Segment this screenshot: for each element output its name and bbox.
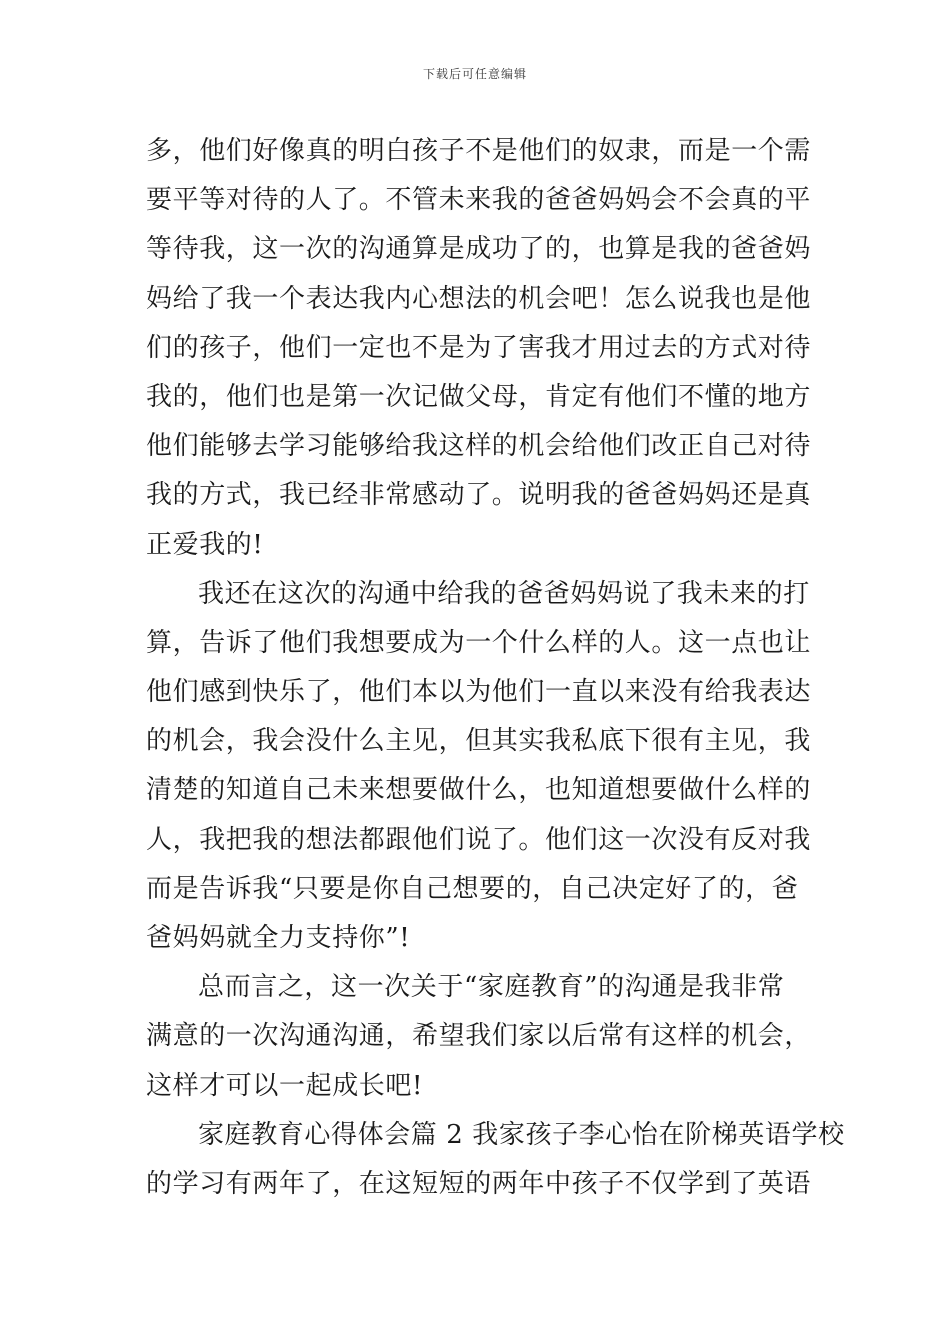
- text-line: 他们感到快乐了，他们本以为他们一直以来没有给我表达: [146, 677, 812, 708]
- text-line: 们的孩子，他们一定也不是为了害我才用过去的方式对待: [146, 332, 812, 363]
- paragraph-first-line: 总而言之，这一次关于“家庭教育”的沟通是我非常: [198, 972, 785, 1003]
- paragraph-first-line: 家庭教育心得体会篇 2 我家孩子李心怡在阶梯英语学校: [198, 1119, 845, 1150]
- text-line: 的机会，我会没什么主见，但其实我私底下很有主见，我: [146, 726, 812, 757]
- text-line: 的学习有两年了，在这短短的两年中孩子不仅学到了英语: [146, 1168, 812, 1199]
- text-line: 我的，他们也是第一次记做父母，肯定有他们不懂的地方: [146, 381, 812, 412]
- text-line: 算，告诉了他们我想要成为一个什么样的人。这一点也让: [146, 627, 812, 658]
- body-text: [146, 127, 845, 1209]
- text-line: 妈给了我一个表达我内心想法的机会吧！怎么说我也是他: [146, 283, 812, 314]
- text-line: 多，他们好像真的明白孩子不是他们的奴隶，而是一个需: [146, 136, 812, 166]
- text-line: 等待我，这一次的沟通算是成功了的，也算是我的爸爸妈: [146, 234, 812, 265]
- text-line: 他们能够去学习能够给我这样的机会给他们改正自己对待: [146, 431, 812, 462]
- text-line: 要平等对待的人了。不管未来我的爸爸妈妈会不会真的平: [146, 185, 812, 216]
- text-line: 人，我把我的想法都跟他们说了。他们这一次没有反对我: [146, 824, 812, 855]
- text-line: 我的方式，我已经非常感动了。说明我的爸爸妈妈还是真: [146, 480, 812, 511]
- text-line: 清楚的知道自己未来想要做什么，也知道想要做什么样的: [146, 775, 812, 806]
- text-line: 这样才可以一起成长吧!: [146, 1070, 424, 1101]
- text-line: 满意的一次沟通沟通，希望我们家以后常有这样的机会，: [146, 1021, 812, 1052]
- page-header: 下载后可任意编辑: [422, 67, 527, 81]
- text-line: 正爱我的!: [146, 529, 264, 560]
- text-line: 而是告诉我“只要是你自己想要的，自己决定好了的，爸: [146, 873, 799, 904]
- text-line: 爸妈妈就全力支持你”!: [146, 923, 411, 953]
- paragraph-first-line: 我还在这次的沟通中给我的爸爸妈妈说了我未来的打: [198, 578, 810, 609]
